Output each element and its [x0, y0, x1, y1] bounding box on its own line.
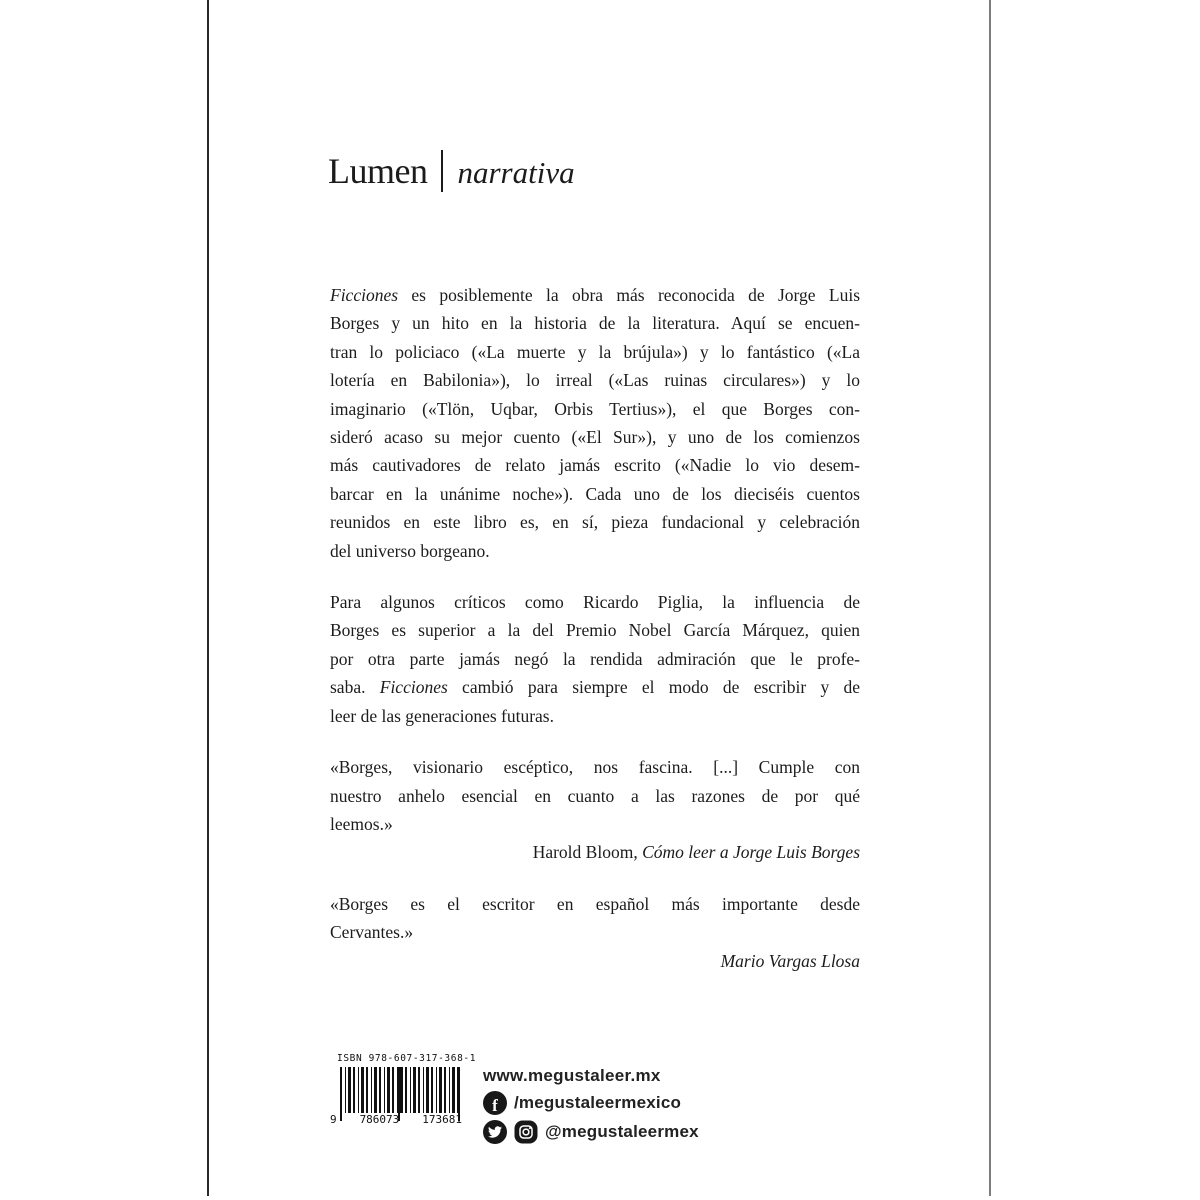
- text-line: reunidos en este libro es, en sí, pieza fundacional y celebración: [330, 512, 860, 533]
- text-line: leer de las generaciones futuras.: [330, 705, 554, 726]
- twitter-instagram-row: [483, 1120, 699, 1144]
- text-line: sideró acaso su mejor cuento («El Sur»), y uno de los comienzos: [330, 427, 860, 448]
- quote-attribution: Harold Bloom, Cómo leer a Jorge Luis Borges: [532, 842, 860, 863]
- left-edge-rule: [207, 0, 209, 1196]
- text-line: barcar en la unánime noche»). Cada uno de los dieciséis cuentos: [330, 483, 860, 504]
- text-line: lotería en Babilonia»), lo irreal («Las ruinas circulares») y lo: [330, 370, 860, 391]
- text-line: saba. Ficciones cambió para siempre el modo de escribir y de: [330, 677, 860, 698]
- collection-name: narrativa: [457, 155, 575, 190]
- instagram-icon: [514, 1120, 538, 1144]
- text-line: leemos.»: [330, 813, 393, 834]
- text-line: Para algunos críticos como Ricardo Piglia, la influencia de: [330, 592, 860, 613]
- text-line: más cautivadores de relato jamás escrito («Nadie lo vio desem-: [330, 455, 860, 476]
- quote-attribution: Mario Vargas Llosa: [720, 950, 860, 971]
- publisher-contact-block: [483, 1066, 699, 1144]
- barcode-digits: 9 786073 173681: [330, 1113, 462, 1126]
- barcode-bars: [340, 1067, 460, 1113]
- twitter-icon: [483, 1120, 507, 1144]
- logo-divider: [441, 150, 443, 192]
- publisher-logo: [328, 150, 575, 192]
- text-line: imaginario («Tlön, Uqbar, Orbis Tertius»), el que Borges con-: [330, 398, 860, 419]
- right-edge-rule: [989, 0, 991, 1196]
- facebook-icon: f: [483, 1091, 507, 1115]
- text-line: Borges y un hito en la historia de la literatura. Aquí se encuen-: [330, 313, 860, 334]
- text-line: Borges es superior a la del Premio Nobel García Márquez, quien: [330, 620, 860, 641]
- text-line: por otra parte jamás negó la rendida admiración que le profe-: [330, 648, 860, 669]
- publisher-name: Lumen: [328, 151, 428, 191]
- isbn-label: ISBN 978-607-317-368-1: [337, 1053, 477, 1064]
- website-url: www.megustaleer.mx: [483, 1066, 661, 1085]
- social-handle: @megustaleermex: [545, 1122, 699, 1141]
- text-line: «Borges es el escritor en español más importante desde: [330, 893, 860, 914]
- paragraph: [330, 281, 860, 565]
- facebook-handle: /megustaleermexico: [514, 1093, 682, 1112]
- text-line: Cervantes.»: [330, 922, 414, 943]
- text-line: tran lo policiaco («La muerte y la brújula») y lo fantástico («La: [330, 341, 860, 362]
- text-line: «Borges, visionario escéptico, nos fascina. [...] Cumple con: [330, 757, 860, 778]
- paragraph: [330, 890, 860, 975]
- paragraph: [330, 588, 860, 730]
- text-line: del universo borgeano.: [330, 540, 490, 561]
- paragraph: [330, 753, 860, 867]
- text-line: nuestro anhelo esencial en cuanto a las razones de por qué: [330, 785, 860, 806]
- text-line: Ficciones es posiblemente la obra más reconocida de Jorge Luis: [330, 285, 860, 305]
- facebook-row: [483, 1091, 699, 1115]
- body-text: [330, 281, 860, 998]
